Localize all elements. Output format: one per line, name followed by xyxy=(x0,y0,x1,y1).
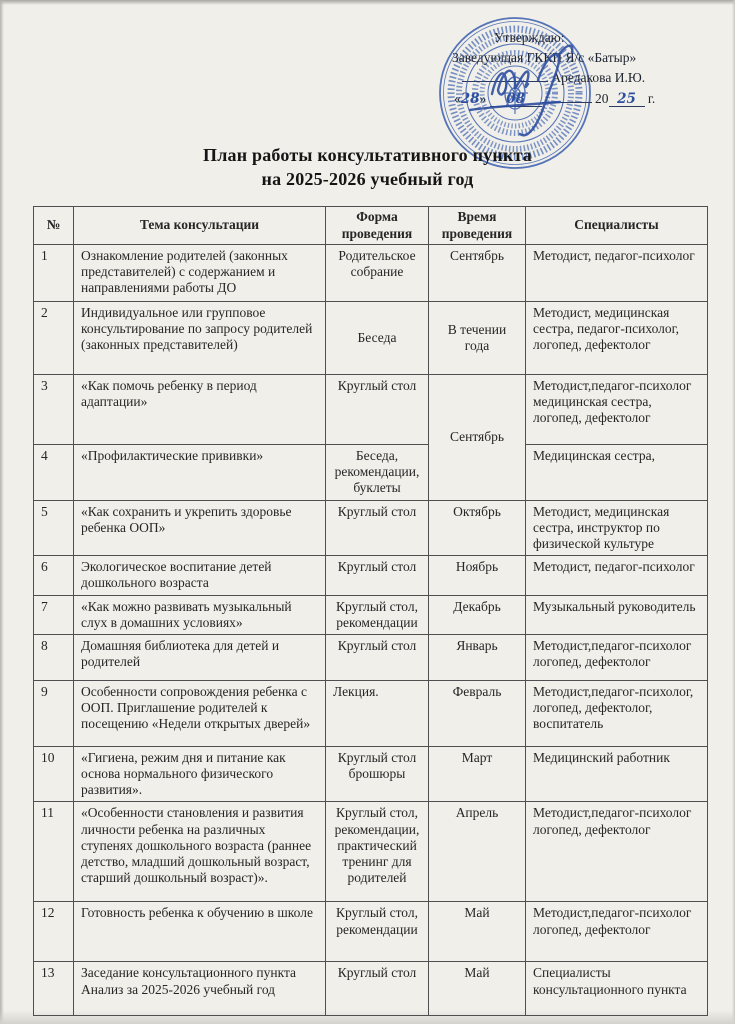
col-header-topic: Тема консультации xyxy=(74,207,326,245)
cell-form: Круглый стол xyxy=(326,375,429,445)
cell-num: 6 xyxy=(34,556,74,595)
cell-time: В течении года xyxy=(429,302,526,375)
cell-time: Февраль xyxy=(429,680,526,746)
cell-topic: «Особенности становления и развития личности ребенка на различных ступенях дошкольного возраста (раннее детство, младший дошкольный возраст, старший дошкольный возраст)». xyxy=(74,802,326,902)
table-row xyxy=(34,245,708,302)
cell-topic: Домашняя библиотека для детей и родителей xyxy=(74,634,326,680)
cell-time: Ноябрь xyxy=(429,556,526,595)
cell-topic: «Как сохранить и укрепить здоровье ребенка ООП» xyxy=(74,500,326,556)
year-suffix: г. xyxy=(647,90,656,106)
handwritten-year: 25 xyxy=(617,90,636,107)
approval-head-name: Аредакова И.Ю. xyxy=(551,69,646,85)
table-row xyxy=(34,680,708,746)
cell-topic: Экологическое воспитание детей дошкольного возраста xyxy=(74,556,326,595)
cell-time: Март xyxy=(429,746,526,802)
cell-specialists: Методист,педагог-психолог медицинская сестра, логопед, дефектолог xyxy=(526,375,708,445)
plan-table xyxy=(33,206,708,1016)
col-header-form: Форма проведения xyxy=(326,207,429,245)
approval-block xyxy=(452,28,714,110)
table-row xyxy=(34,595,708,634)
cell-time: Январь xyxy=(429,634,526,680)
cell-form: Круглый стол xyxy=(326,634,429,680)
cell-num: 9 xyxy=(34,680,74,746)
year-underline xyxy=(609,92,645,107)
cell-specialists: Методист,педагог-психолог логопед, дефектолог xyxy=(526,802,708,902)
table-row xyxy=(34,962,708,1016)
cell-topic: «Гигиена, режим дня и питание как основа нормального физического развития». xyxy=(74,746,326,802)
cell-topic: Ознакомление родителей (законных представителей) с содержанием и направлениями работы ДО xyxy=(74,245,326,302)
cell-specialists: Методист,педагог-психолог логопед, дефектолог xyxy=(526,634,708,680)
cell-time: Май xyxy=(429,902,526,962)
blank-underline xyxy=(542,88,592,103)
cell-form: Круглый стол, рекомендации xyxy=(326,595,429,634)
cell-specialists: Медицинский работник xyxy=(526,746,708,802)
cell-form: Круглый стол брошюры xyxy=(326,746,429,802)
cell-specialists: Методист, медицинская сестра, педагог-психолог, логопед, дефектолог xyxy=(526,302,708,375)
signature-underline xyxy=(462,69,548,82)
cell-form: Круглый стол, рекомендации xyxy=(326,902,429,962)
cell-time: Октябрь xyxy=(429,500,526,556)
approval-position: Заведующая ГККП Я/с «Батыр» xyxy=(452,49,637,65)
cell-specialists: Методист, педагог-психолог xyxy=(526,556,708,595)
table-row xyxy=(34,445,708,501)
table-row xyxy=(34,556,708,595)
cell-form: Беседа, рекомендации, буклеты xyxy=(326,445,429,501)
cell-num: 2 xyxy=(34,302,74,375)
table-row xyxy=(34,500,708,556)
cell-specialists: Музыкальный руководитель xyxy=(526,595,708,634)
cell-specialists: Методист, медицинская сестра, инструктор по физической культуре xyxy=(526,500,708,556)
cell-num: 13 xyxy=(34,962,74,1016)
cell-specialists: Методист,педагог-психолог логопед, дефектолог xyxy=(526,902,708,962)
cell-num: 12 xyxy=(34,902,74,962)
cell-time: Сентябрь xyxy=(429,245,526,302)
cell-specialists: Медицинская сестра, xyxy=(526,445,708,501)
col-header-time: Время проведения xyxy=(429,207,526,245)
cell-topic: Особенности сопровождения ребенка с ООП. Приглашение родителей к посещению «Недели открытых дверей» xyxy=(74,680,326,746)
title-line-1: План работы консультативного пункта xyxy=(203,145,532,165)
table-row xyxy=(34,375,708,445)
approval-signature-line xyxy=(462,68,714,88)
cell-form: Круглый стол xyxy=(326,962,429,1016)
cell-num: 11 xyxy=(34,802,74,902)
cell-specialists: Специалисты консультационного пункта xyxy=(526,962,708,1016)
cell-form: Родительское собрание xyxy=(326,245,429,302)
quote-open: « xyxy=(454,90,461,106)
table-row xyxy=(34,746,708,802)
table-row xyxy=(34,902,708,962)
cell-topic: «Как можно развивать музыкальный слух в домашних условиях» xyxy=(74,595,326,634)
cell-form: Круглый стол xyxy=(326,556,429,595)
cell-time: Май xyxy=(429,962,526,1016)
cell-num: 7 xyxy=(34,595,74,634)
cell-topic: «Как помочь ребенку в период адаптации» xyxy=(74,375,326,445)
handwritten-day: 28 xyxy=(460,90,480,107)
cell-topic: Заседание консультационного пункта Анализ за 2025-2026 учебный год xyxy=(74,962,326,1016)
year-prefix: 20 xyxy=(595,90,609,106)
cell-num: 8 xyxy=(34,634,74,680)
cell-specialists: Методист,педагог-психолог, логопед, дефектолог, воспитатель xyxy=(526,680,708,746)
document-title xyxy=(0,143,735,192)
quote-close: » xyxy=(479,90,487,106)
cell-topic: Индивидуальное или групповое консультирование по запросу родителей (законных представителей) xyxy=(74,302,326,375)
cell-num: 3 xyxy=(34,375,74,445)
cell-specialists: Методист, педагог-психолог xyxy=(526,245,708,302)
handwritten-month: 08 xyxy=(506,90,526,107)
title-line-2: на 2025-2026 учебный год xyxy=(261,169,474,190)
cell-form: Беседа xyxy=(326,302,429,375)
cell-num: 5 xyxy=(34,500,74,556)
cell-time-merged: Сентябрь xyxy=(429,375,526,501)
col-header-num: № xyxy=(34,207,74,245)
month-underline xyxy=(490,92,542,107)
approval-label: Утверждаю: xyxy=(494,30,565,45)
table-row xyxy=(34,302,708,375)
cell-num: 4 xyxy=(34,445,74,501)
cell-topic: «Профилактические прививки» xyxy=(74,445,326,501)
table-row xyxy=(34,802,708,902)
cell-num: 10 xyxy=(34,746,74,802)
approval-date-line xyxy=(454,88,714,110)
table-row xyxy=(34,634,708,680)
cell-form: Лекция. xyxy=(326,680,429,746)
cell-num: 1 xyxy=(34,245,74,302)
scan-edge-top xyxy=(0,0,735,5)
cell-time: Декабрь xyxy=(429,595,526,634)
cell-topic: Готовность ребенка к обучению в школе xyxy=(74,902,326,962)
col-header-specialists: Специалисты xyxy=(526,207,708,245)
cell-form: Круглый стол xyxy=(326,500,429,556)
table-header-row xyxy=(34,207,708,245)
cell-form: Круглый стол, рекомендации, практический тренинг для родителей xyxy=(326,802,429,902)
cell-time: Апрель xyxy=(429,802,526,902)
